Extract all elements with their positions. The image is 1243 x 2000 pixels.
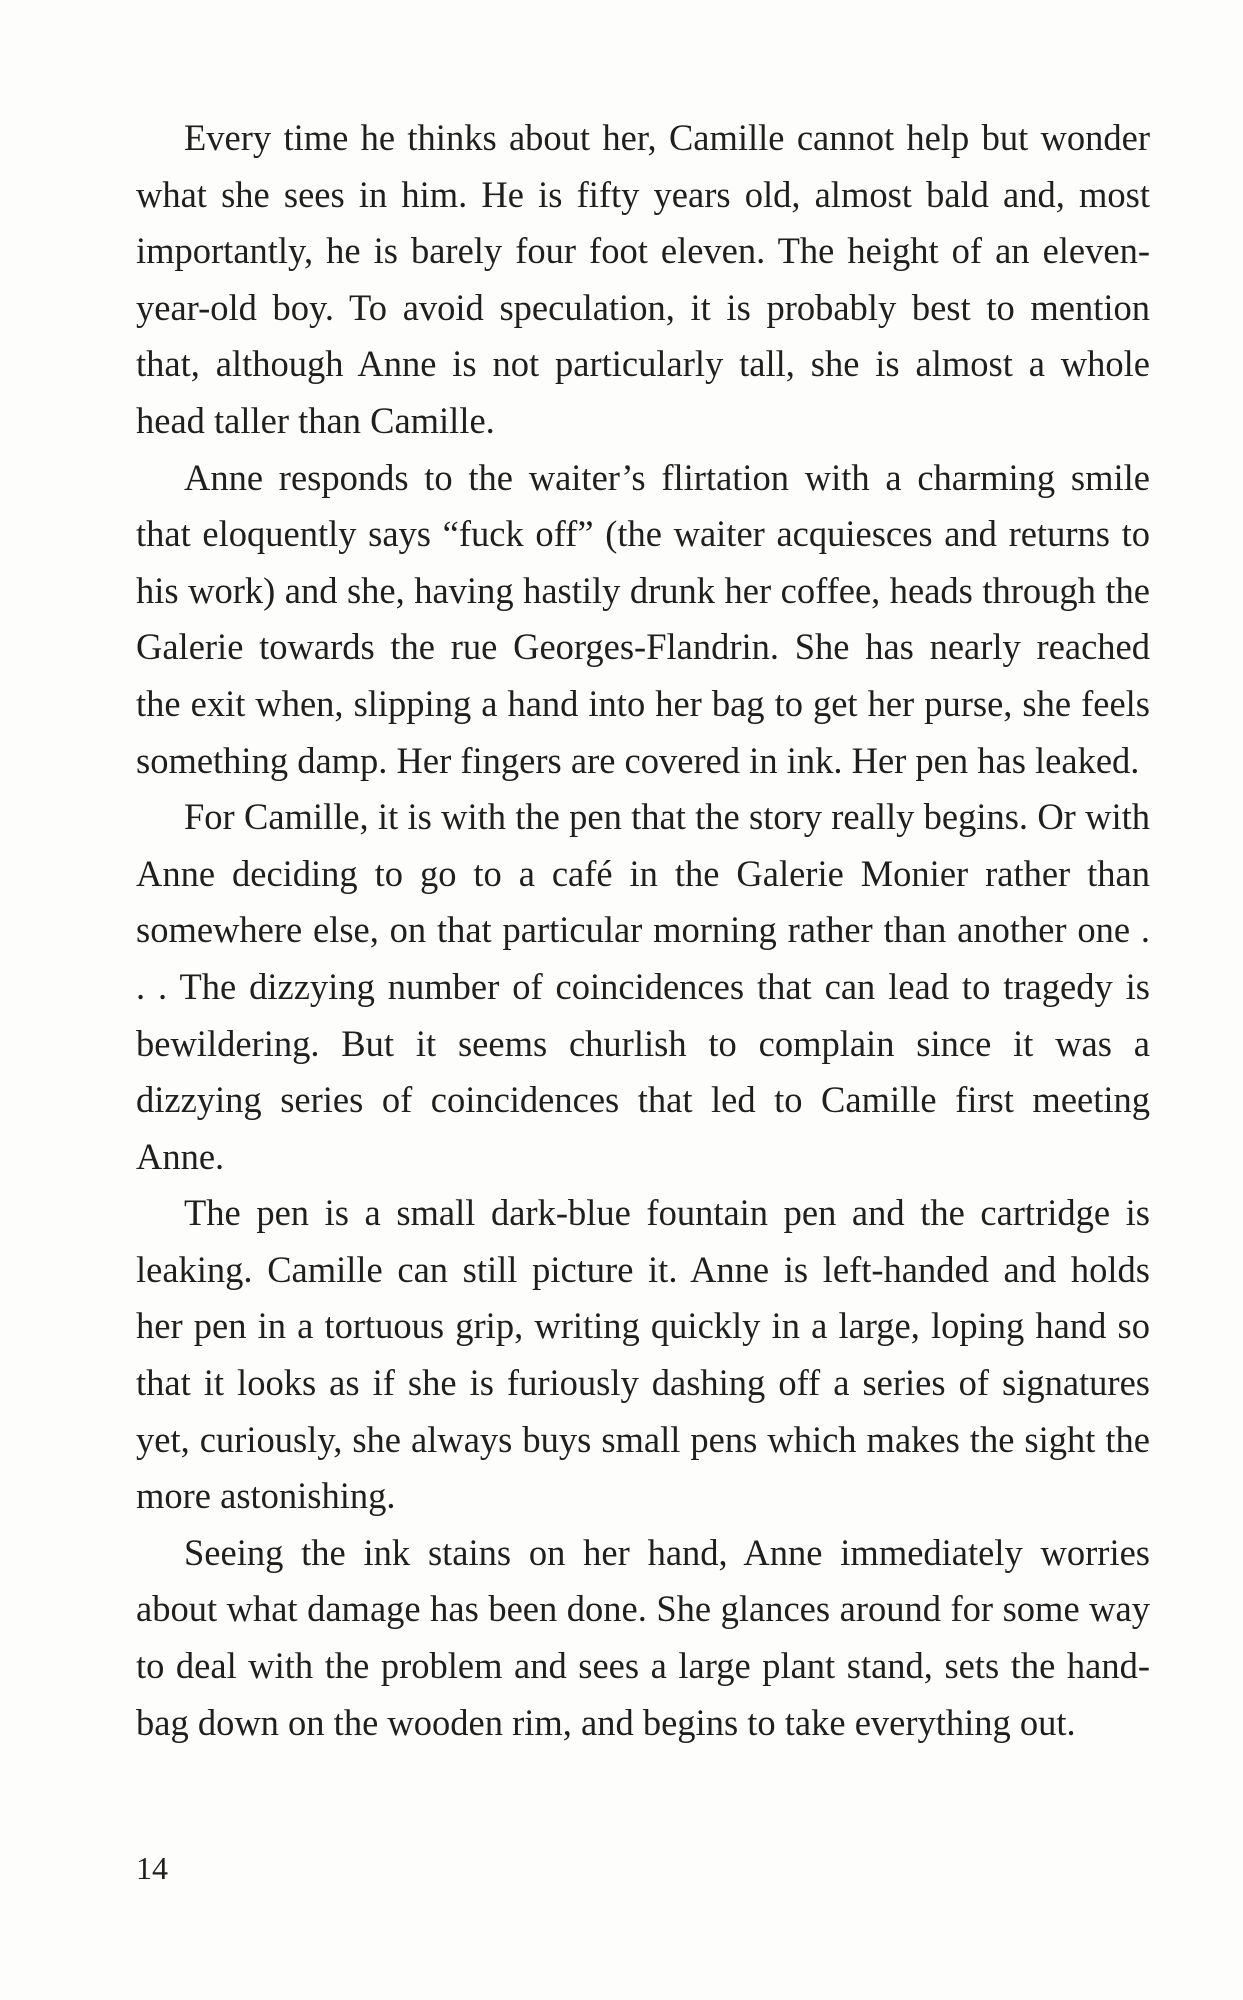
paragraph-4: The pen is a small dark-blue fountain pen and the cartridge is leaking. Camille can still picture it. Anne is left-handed and holds her pen in a tortuous grip, writing quickly in a large, loping hand so that it looks as if she is furiously dashing off a series of signatures yet, curiously, she always buys small pens which makes the sight the more astonishing. xyxy=(136,1192,1150,1517)
paragraph-1: Every time he thinks about her, Camille cannot help but wonder what she sees in him. He is fifty years old, almost bald and, most importantly, he is barely four foot eleven. The height of an eleven-year-old boy. To avoid speculation, it is probably best to mention that, although Anne is not particularly tall, she is almost a whole head taller than Camille. xyxy=(136,117,1150,441)
paragraph-3: For Camille, it is with the pen that the story really begins. Or with Anne deciding to go to a café in the Galerie Monier rather than somewhere else, on that particular morning rather than another one . . . The dizzying number of coincidences that can lead to tragedy is bewildering. But it seems churlish to complain since it was a dizzying series of coincidences that led to Camille first meeting Anne. xyxy=(136,796,1150,1177)
paragraph-2: Anne responds to the waiter’s flirtation with a charming smile that eloquently says “fuck off” (the waiter acquiesces and returns to his work) and she, having hastily drunk her coffee, heads through the Galerie towards the rue Georges-Flandrin. She has nearly reached the exit when, slipping a hand into her bag to get her purse, she feels something damp. Her fingers are covered in ink. Her pen has leaked. xyxy=(136,456,1150,781)
body-text xyxy=(136,110,1150,1751)
page-number: 14 xyxy=(136,1850,168,1886)
paragraph-5: Seeing the ink stains on her hand, Anne immediately worries about what damage has been done. She glances around for some way to deal with the problem and sees a large plant stand, sets the hand-bag down on the wooden rim, and begins to take everything out. xyxy=(136,1531,1150,1743)
